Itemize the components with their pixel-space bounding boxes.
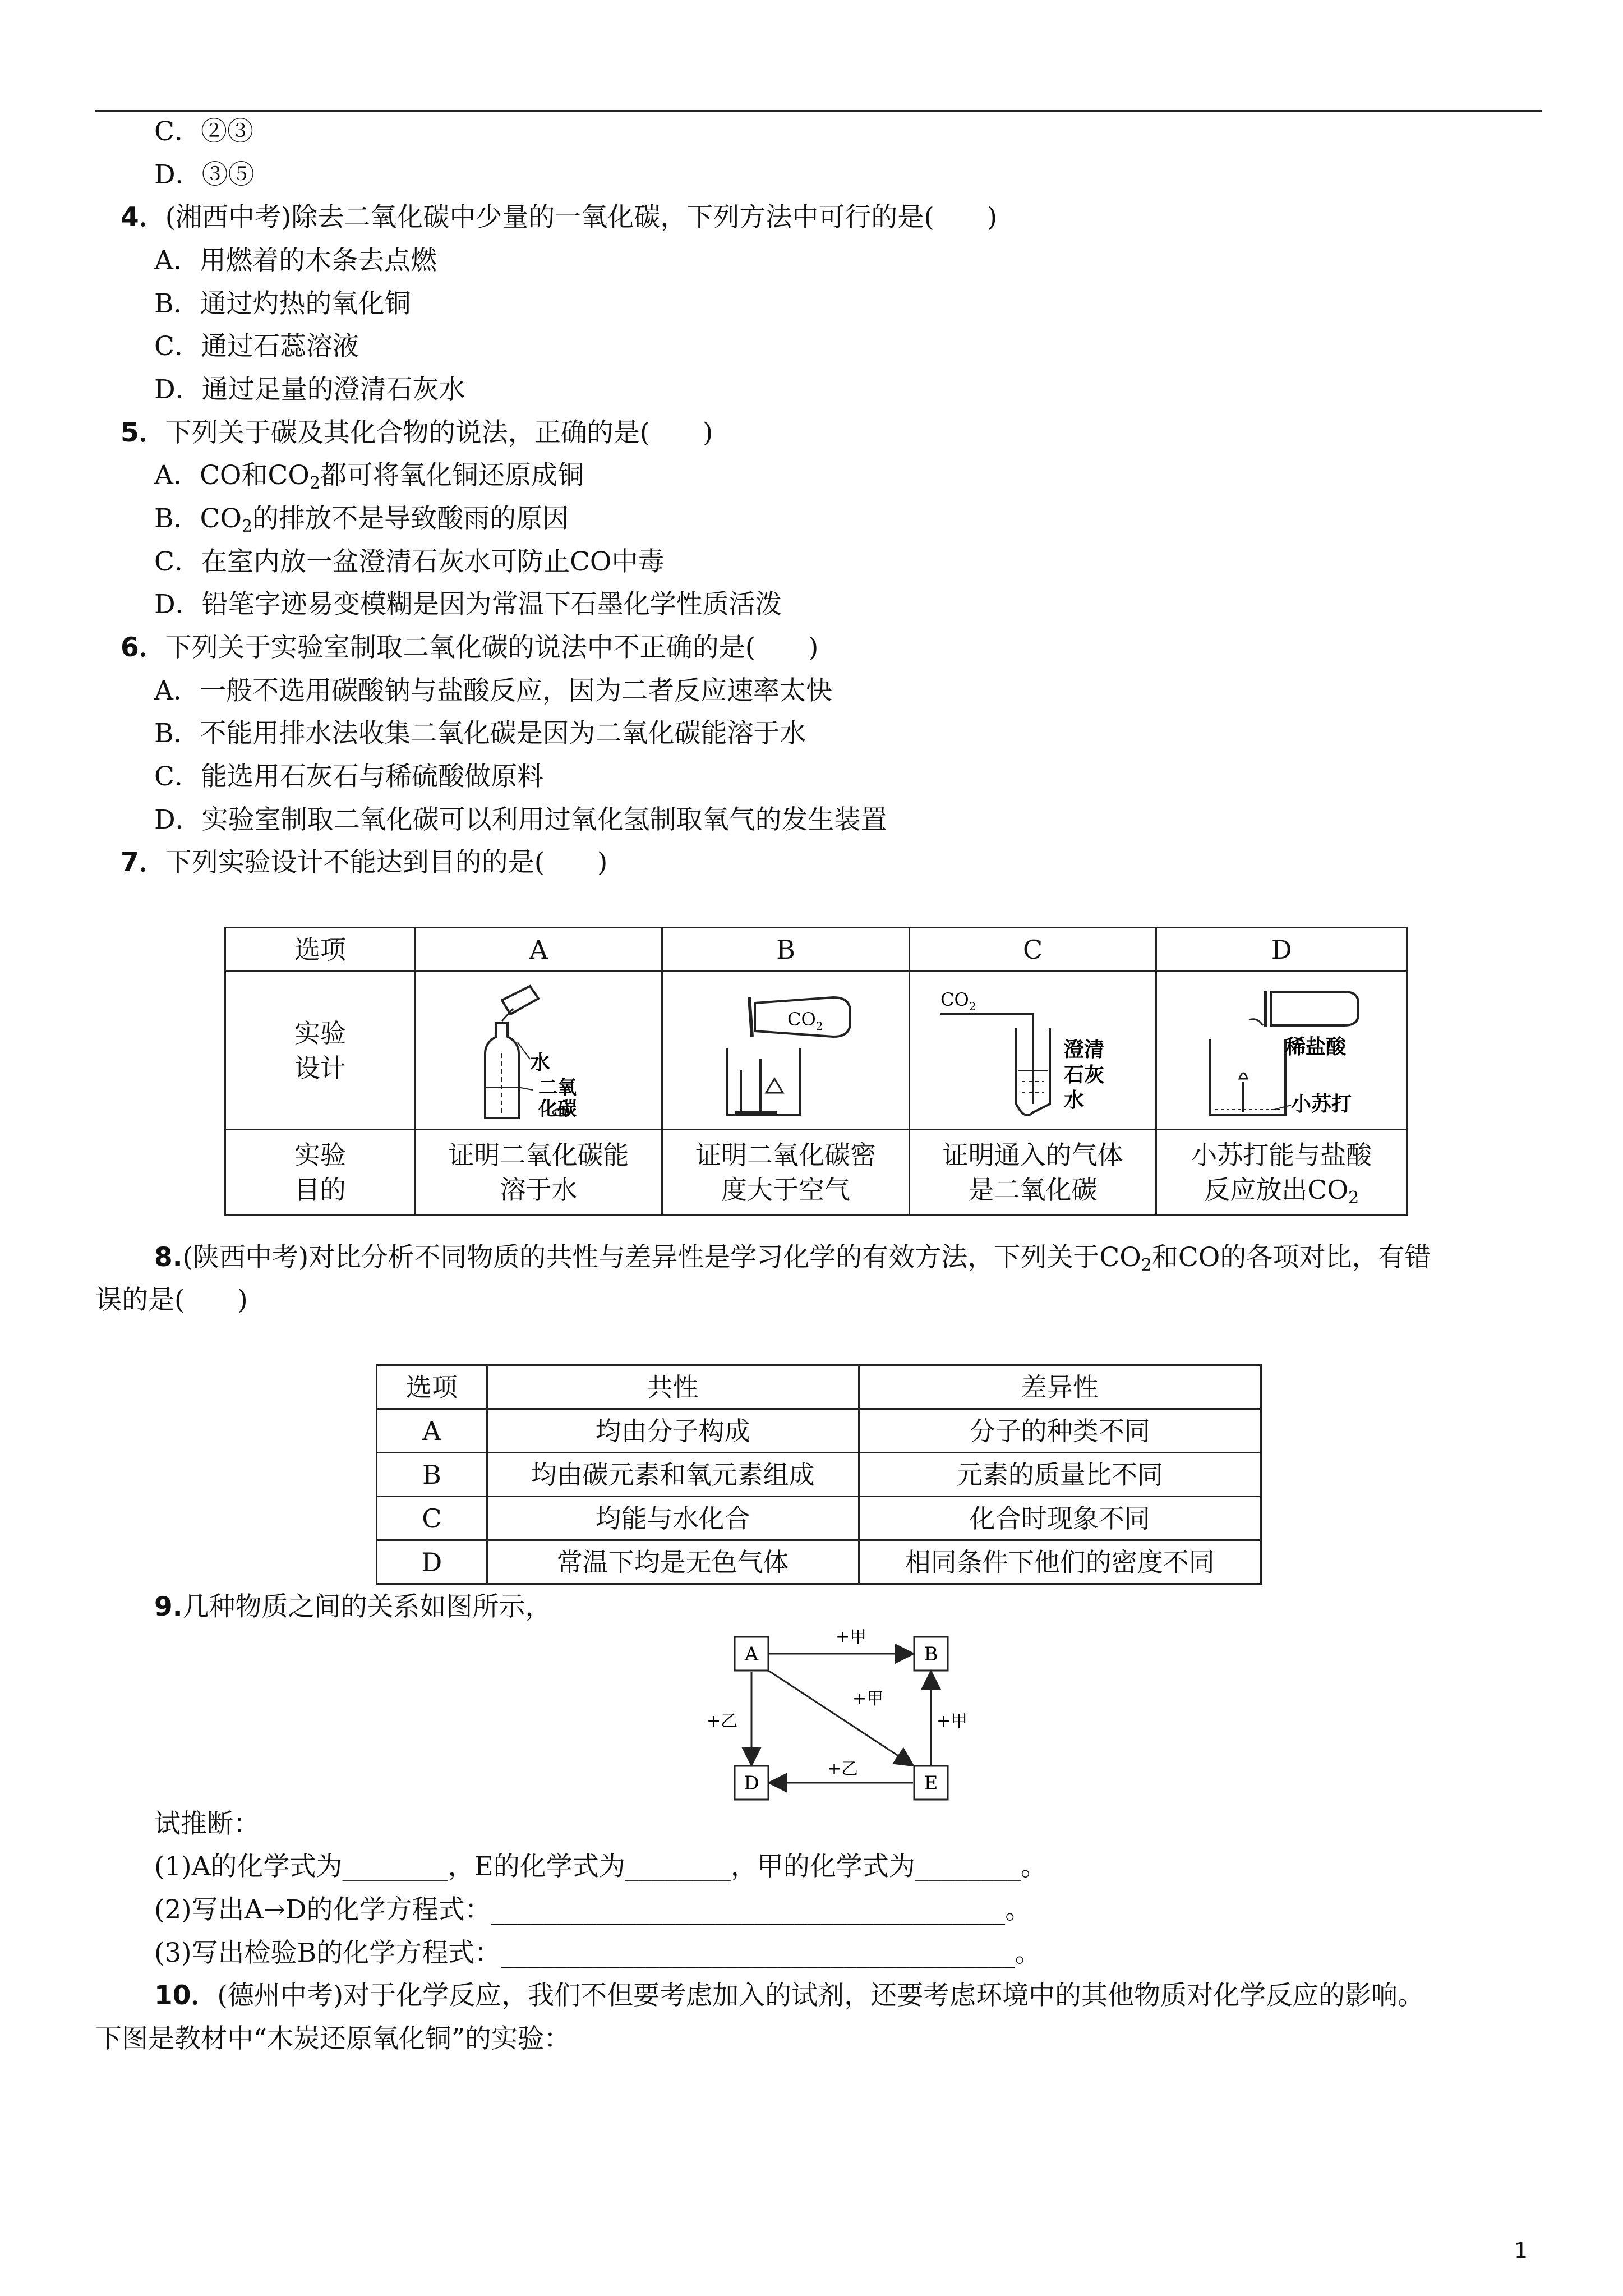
q8-header-difference: 差异性 bbox=[859, 1365, 1261, 1409]
q4-option-c: C．通过石蕊溶液 bbox=[154, 331, 359, 362]
q7-header-c: C bbox=[909, 928, 1156, 972]
q5-b-text-2: 的排放不是导致酸雨的原因 bbox=[252, 503, 569, 534]
goal-c-2: 是二氧化碳 bbox=[968, 1174, 1098, 1205]
goal-c-1: 证明通入的气体 bbox=[942, 1139, 1123, 1170]
q7-goal-a bbox=[415, 1130, 662, 1215]
goal-label-1: 实验 bbox=[294, 1139, 346, 1170]
label-e-d: +乙 bbox=[827, 1759, 859, 1779]
page-number: 1 bbox=[1514, 2238, 1528, 2263]
q8-header-common: 共性 bbox=[487, 1365, 859, 1409]
fig-a-co2-label-1: 二氧 bbox=[538, 1076, 577, 1099]
q9-part-1: (1)A的化学式为________，E的化学式为________，甲的化学式为________。 bbox=[154, 1851, 1047, 1882]
q8-row-a-common: 均由分子构成 bbox=[487, 1409, 859, 1453]
q7-goal-c bbox=[909, 1130, 1156, 1215]
node-e-label: E bbox=[924, 1772, 938, 1795]
q8-row-a-difference: 分子的种类不同 bbox=[859, 1409, 1261, 1453]
fig-a-water-label: 水 bbox=[530, 1051, 551, 1074]
q7-number: 7． bbox=[121, 847, 165, 878]
q8-row-b-common: 均由碳元素和氧元素组成 bbox=[487, 1453, 859, 1497]
q7-header-option: 选项 bbox=[225, 928, 416, 972]
test-tube-figure bbox=[912, 975, 1154, 1126]
q7-design-c bbox=[909, 972, 1156, 1130]
q8-stem-1: (陕西中考)对比分析不同物质的共性与差异性是学习化学的有效方法，下列关于CO bbox=[182, 1242, 1141, 1273]
question-8-line-1: 8.(陕西中考)对比分析不同物质的共性与差异性是学习化学的有效方法，下列关于$CO_2$和CO的各项对比，有错 bbox=[154, 1242, 1431, 1275]
q8-row-c-option: C bbox=[377, 1497, 487, 1540]
q8-row-b-option: B bbox=[377, 1453, 487, 1497]
q8-number: 8. bbox=[154, 1242, 183, 1273]
label-a-d: +乙 bbox=[707, 1711, 738, 1731]
q8-header-option: 选项 bbox=[377, 1365, 487, 1409]
q5-a-text-1: A．CO和CO bbox=[154, 460, 310, 491]
q8-row-d-difference: 相同条件下他们的密度不同 bbox=[859, 1540, 1261, 1584]
q6-stem: 下列关于实验室制取二氧化碳的说法中不正确的是( ) bbox=[165, 632, 819, 663]
q4-option-b: B．通过灼热的氧化铜 bbox=[154, 288, 411, 319]
q10-stem-1: (德州中考)对于化学反应，我们不但要考虑加入的试剂，还要考虑环境中的其他物质对化学反应的影响。 bbox=[217, 1980, 1424, 2011]
fig-c-co2-label: $CO_2$ bbox=[940, 988, 976, 1013]
question-7 bbox=[121, 846, 607, 880]
q8-row-c-common: 均能与水化合 bbox=[487, 1497, 859, 1540]
q7-header-d: D bbox=[1156, 928, 1407, 972]
q8-row-b-difference: 元素的质量比不同 bbox=[859, 1453, 1261, 1497]
fig-c-limewater-2: 石灰 bbox=[1063, 1063, 1104, 1087]
q5-option-d: D．铅笔字迹易变模糊是因为常温下石墨化学性质活泼 bbox=[154, 589, 782, 620]
q10-number: 10． bbox=[154, 1980, 218, 2011]
fig-c-co-text: CO bbox=[940, 988, 969, 1010]
q7-goal-d bbox=[1156, 1130, 1407, 1215]
fig-b-co2-label: $CO_2$ bbox=[787, 1008, 823, 1033]
bottle-pour-water-figure bbox=[418, 975, 659, 1126]
node-b-label: B bbox=[924, 1643, 938, 1665]
q9-number: 9. bbox=[154, 1591, 183, 1622]
q9-part-2: (2)写出A→D的化学方程式：_______________________________________。 bbox=[154, 1894, 1032, 1925]
q6-option-c: C．能选用石灰石与稀硫酸做原料 bbox=[154, 761, 543, 792]
q6-number: 6． bbox=[121, 632, 165, 663]
q7-table bbox=[224, 927, 1408, 1216]
q8-row-d-common: 常温下均是无色气体 bbox=[487, 1540, 859, 1584]
q7-header-b: B bbox=[662, 928, 910, 972]
design-label-1: 实验 bbox=[294, 1018, 346, 1048]
fig-a-co2-label-2: 化碳 bbox=[538, 1097, 577, 1120]
q7-design-label bbox=[225, 972, 416, 1130]
q7-header-a: A bbox=[415, 928, 662, 972]
goal-d-2: 反应放出$CO_2$ bbox=[1204, 1174, 1359, 1208]
q7-design-a bbox=[415, 972, 662, 1130]
design-label-2: 设计 bbox=[294, 1052, 346, 1083]
fig-b-co-text: CO bbox=[787, 1008, 816, 1030]
q6-option-a: A．一般不选用碳酸钠与盐酸反应，因为二者反应速率太快 bbox=[154, 675, 832, 706]
label-a-e: +甲 bbox=[852, 1689, 884, 1709]
arrow-a-e bbox=[768, 1671, 912, 1765]
q4-number: 4． bbox=[121, 202, 165, 233]
goal-d-1: 小苏打能与盐酸 bbox=[1191, 1139, 1372, 1170]
fig-c-limewater-1: 澄清 bbox=[1063, 1038, 1104, 1061]
q5-b-text-1: B．CO bbox=[154, 503, 242, 534]
top-rule bbox=[95, 110, 1542, 112]
q9-stem: 几种物质之间的关系如图所示， bbox=[182, 1591, 552, 1622]
goal-b-2: 度大于空气 bbox=[721, 1174, 851, 1205]
label-e-b: +甲 bbox=[937, 1711, 968, 1731]
goal-label-2: 目的 bbox=[294, 1174, 346, 1205]
q5-number: 5． bbox=[121, 417, 165, 448]
fig-d-soda-label: 小苏打 bbox=[1291, 1092, 1352, 1116]
goal-d-2-text: 反应放出CO bbox=[1204, 1174, 1349, 1205]
q5-option-b: B．$CO_2$的排放不是导致酸雨的原因 bbox=[154, 503, 569, 536]
q4-stem: (湘西中考)除去二氧化碳中少量的一氧化碳，下列方法中可行的是( ) bbox=[165, 202, 998, 233]
node-a-label: A bbox=[744, 1643, 759, 1665]
candle-beaker-figure bbox=[665, 975, 906, 1126]
q8-table bbox=[376, 1364, 1262, 1585]
question-9 bbox=[154, 1590, 552, 1624]
q4-option-a: A．用燃着的木条去点燃 bbox=[154, 245, 437, 276]
q7-stem: 下列实验设计不能达到目的的是( ) bbox=[165, 847, 608, 878]
relationship-diagram bbox=[707, 1620, 968, 1811]
q5-option-a: A．CO和$CO_2$都可将氧化铜还原成铜 bbox=[154, 460, 584, 493]
question-6 bbox=[121, 631, 818, 665]
baking-soda-figure bbox=[1159, 975, 1404, 1126]
fig-c-limewater-3: 水 bbox=[1063, 1088, 1084, 1112]
question-10-line-1 bbox=[154, 1979, 1424, 2013]
question-4 bbox=[121, 201, 997, 234]
q8-stem-1b: 和CO的各项对比，有错 bbox=[1151, 1242, 1431, 1273]
q7-design-b bbox=[662, 972, 910, 1130]
q8-row-c-difference: 化合时现象不同 bbox=[859, 1497, 1261, 1540]
q7-design-d bbox=[1156, 972, 1407, 1130]
q10-stem-2: 下图是教材中“木炭还原氧化铜”的实验： bbox=[95, 2023, 571, 2054]
option-d-prev: D．③⑤ bbox=[154, 159, 255, 190]
q5-stem: 下列关于碳及其化合物的说法，正确的是( ) bbox=[165, 417, 713, 448]
q6-option-d: D．实验室制取二氧化碳可以利用过氧化氢制取氧气的发生装置 bbox=[154, 804, 887, 835]
fig-d-hcl-label: 稀盐酸 bbox=[1285, 1035, 1347, 1059]
q7-goal-label bbox=[225, 1130, 416, 1215]
option-c-prev: C．②③ bbox=[154, 116, 253, 147]
q7-goal-b bbox=[662, 1130, 910, 1215]
question-5 bbox=[121, 416, 713, 450]
q9-part-3: (3)写出检验B的化学方程式：_______________________________________。 bbox=[154, 1938, 1041, 1968]
q6-option-b: B．不能用排水法收集二氧化碳是因为二氧化碳能溶于水 bbox=[154, 718, 806, 749]
label-a-b: +甲 bbox=[836, 1627, 867, 1647]
q8-row-d-option: D bbox=[377, 1540, 487, 1584]
node-d-label: D bbox=[744, 1772, 759, 1795]
q8-row-a-option: A bbox=[377, 1409, 487, 1453]
goal-a-2: 溶于水 bbox=[500, 1174, 578, 1205]
q5-option-c: C．在室内放一盆澄清石灰水可防止CO中毒 bbox=[154, 546, 665, 577]
q8-stem-2: 误的是( ) bbox=[95, 1285, 248, 1315]
q5-a-text-2: 都可将氧化铜还原成铜 bbox=[320, 460, 584, 491]
q4-option-d: D．通过足量的澄清石灰水 bbox=[154, 374, 465, 405]
q9-infer: 试推断： bbox=[154, 1809, 260, 1839]
goal-a-1: 证明二氧化碳能 bbox=[448, 1139, 629, 1170]
goal-b-1: 证明二氧化碳密 bbox=[695, 1139, 877, 1170]
